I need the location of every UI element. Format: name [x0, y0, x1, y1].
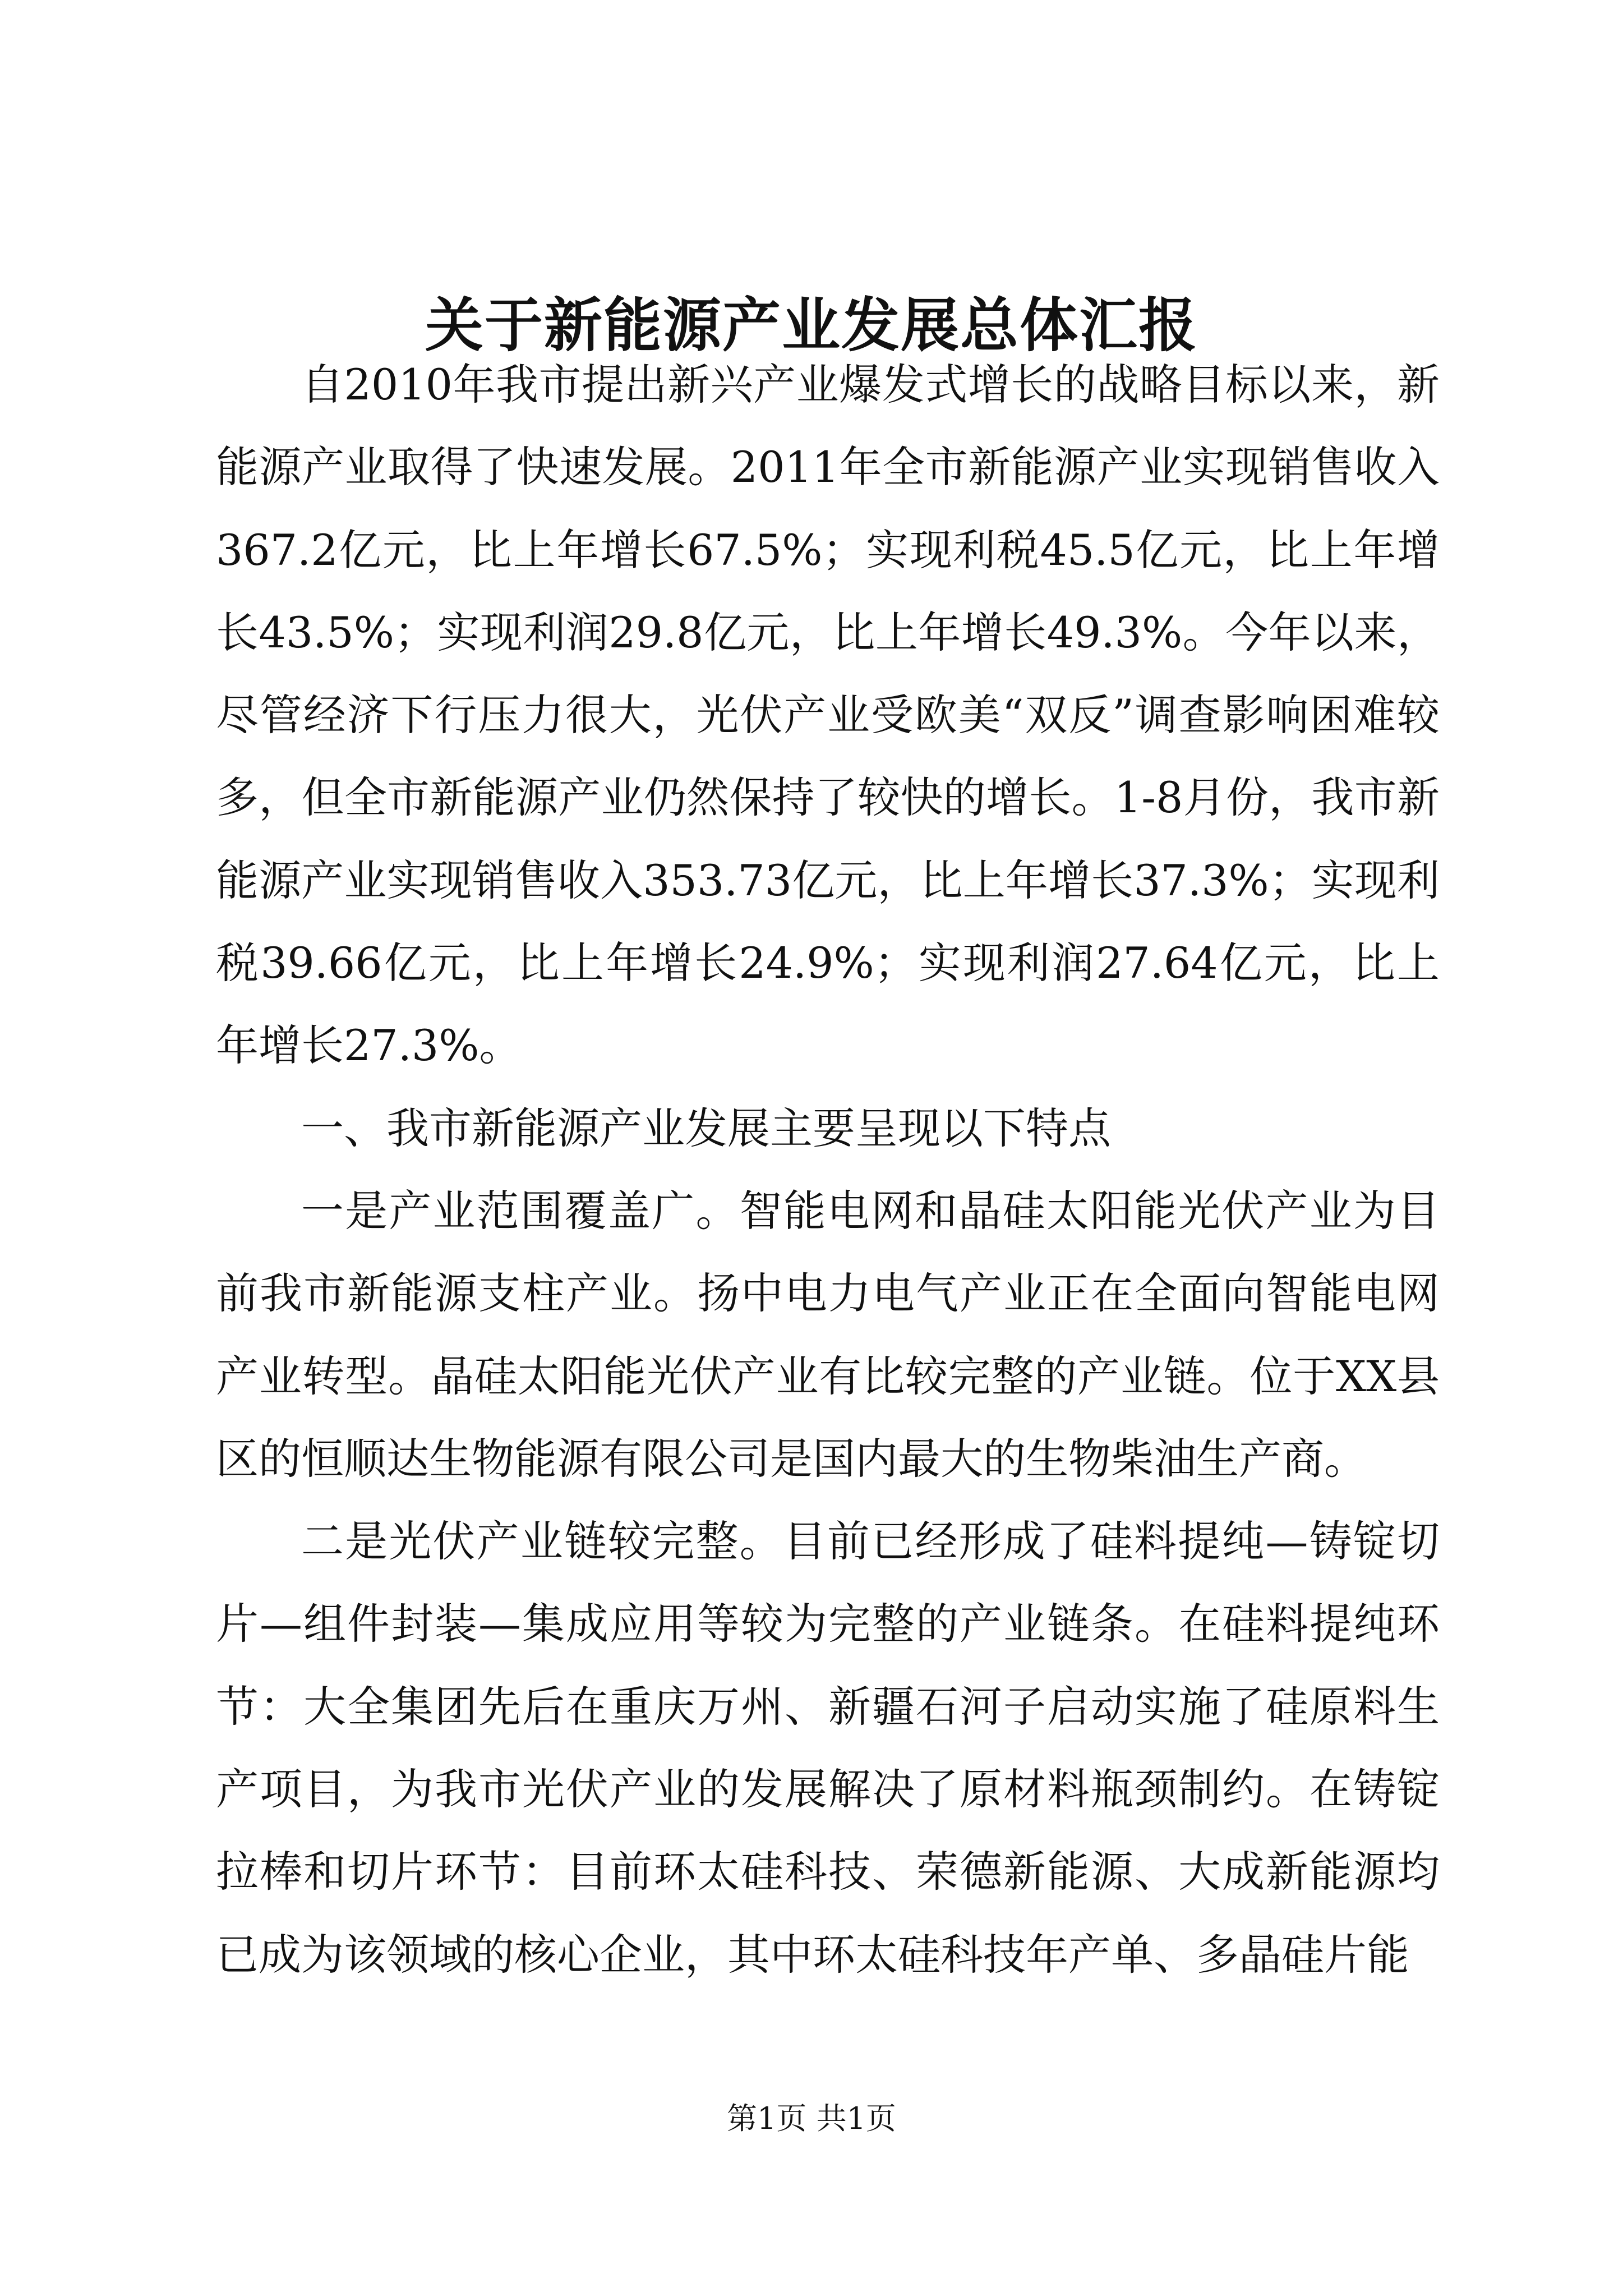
document-title: 关于新能源产业发展总体汇报: [425, 291, 1198, 360]
feature-paragraph-1: 一是产业范围覆盖广。智能电网和晶硅太阳能光伏产业为目前我市新能源支柱产业。扬中电力电气产业正在全面向智能电网产业转型。晶硅太阳能光伏产业有比较完整的产业链。位于XX县区的恒顺达生物能源有限公司是国内最大的生物柴油生产商。: [216, 1185, 1440, 1484]
document-body: [216, 343, 1440, 1996]
intro-paragraph: 自2010年我市提出新兴产业爆发式增长的战略目标以来，新能源产业取得了快速发展。2011年全市新能源产业实现销售收入367.2亿元，比上年增长67.5%；实现利税45.5亿元，比上年增长43.5%；实现利润29.8亿元，比上年增长49.3%。今年以来，尽管经济下行压力很大，光伏产业受欧美“双反”调查影响困难较多，但全市新能源产业仍然保持了较快的增长。1-8月份，我市新能源产业实现销售收入353.73亿元，比上年增长37.3%；实现利税39.66亿元，比上年增长24.9%；实现利润27.64亿元，比上年增长27.3%。: [216, 360, 1440, 1071]
section-heading: 一、我市新能源产业发展主要呈现以下特点: [301, 1103, 1111, 1153]
feature-paragraph-2: 二是光伏产业链较完整。目前已经形成了硅料提纯—铸锭切片—组件封装—集成应用等较为完整的产业链条。在硅料提纯环节：大全集团先后在重庆万州、新疆石河子启动实施了硅原料生产项目，为我市光伏产业的发展解决了原材料瓶颈制约。在铸锭拉棒和切片环节：目前环太硅科技、荣德新能源、大成新能源均已成为该领域的核心企业，其中环太硅科技年产单、多晶硅片能: [216, 1516, 1440, 1980]
page-footer: 第1页 共1页: [727, 2101, 896, 2136]
